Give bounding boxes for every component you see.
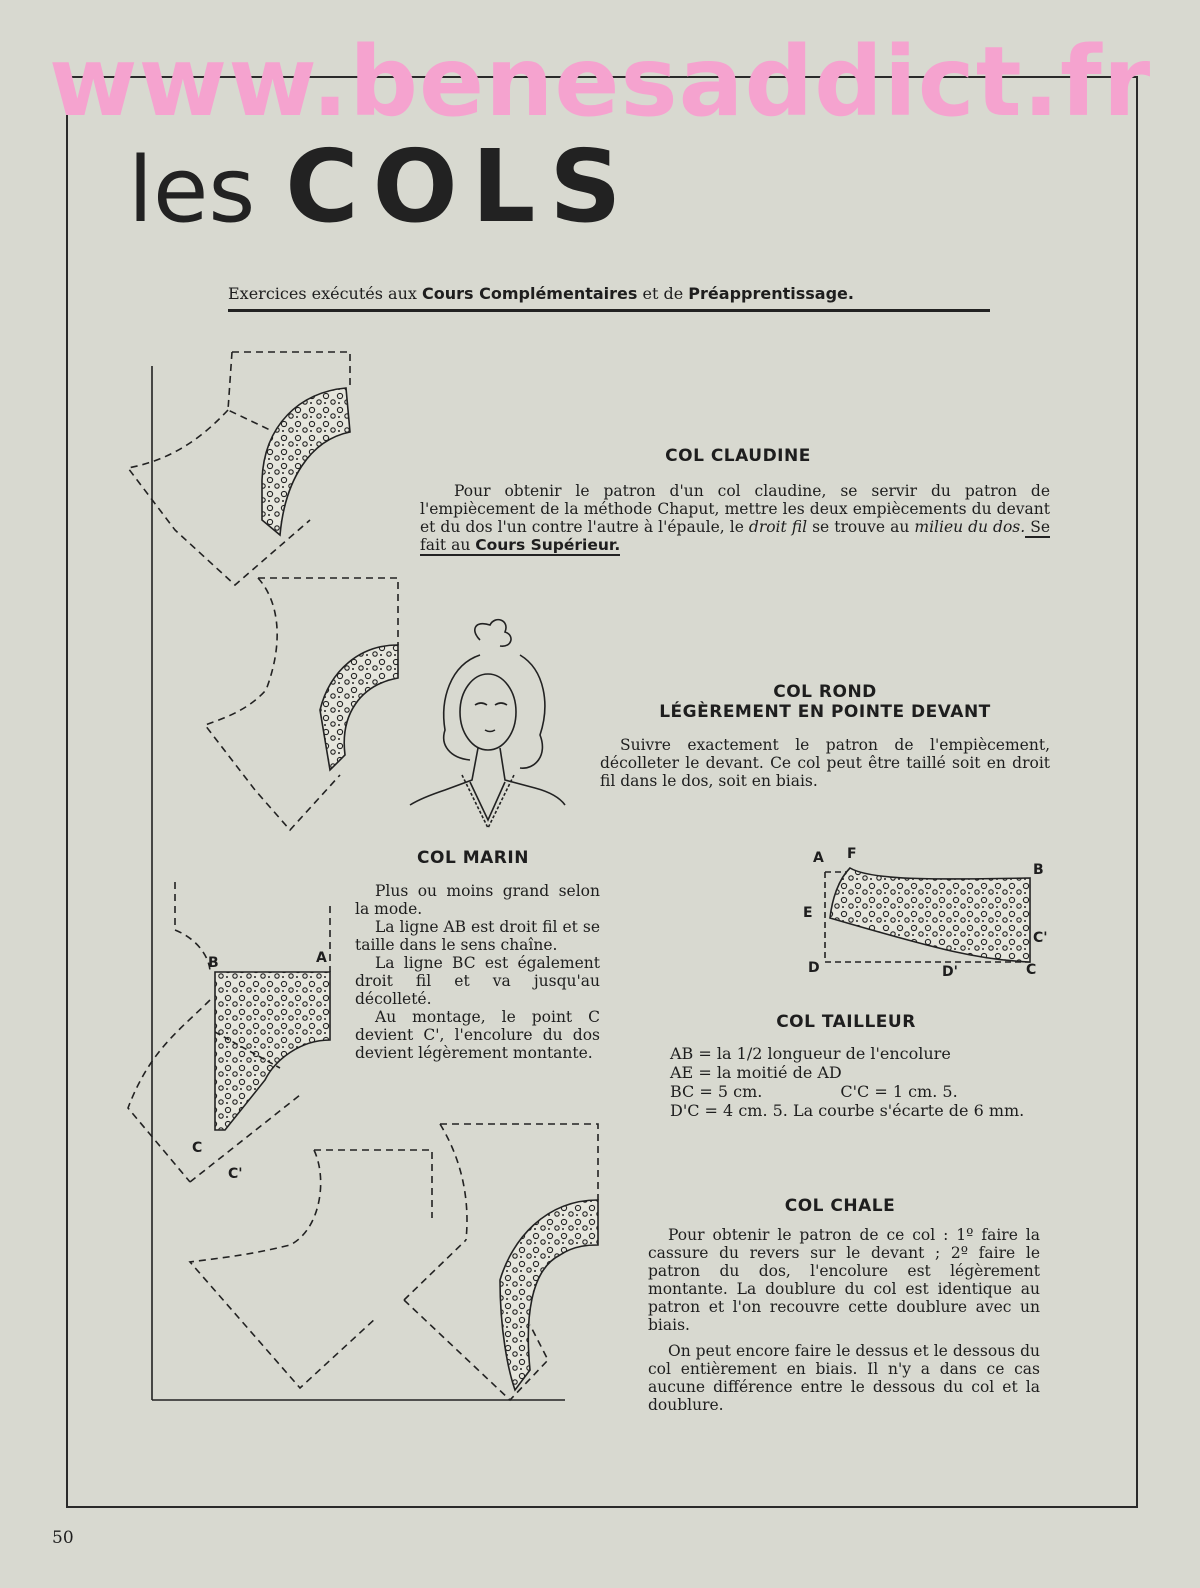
marin-collar	[215, 972, 330, 1130]
claudine-pattern	[128, 352, 350, 585]
subtitle-bold-2: Préapprentissage.	[688, 284, 854, 303]
tailleur-line-3a: BC = 5 cm.	[670, 1082, 763, 1101]
tailleur-heading: COL TAILLEUR	[776, 1012, 916, 1032]
claudine-collar	[262, 388, 350, 535]
tailleur-label-d: D	[808, 960, 820, 976]
chale-text	[648, 1226, 1040, 1414]
tailleur-line-3b: C'C = 1 cm. 5.	[840, 1082, 958, 1101]
girl-illustration	[410, 620, 565, 828]
tailleur-line-1: AB = la 1/2 longueur de l'encolure	[670, 1044, 951, 1063]
chale-p2: On peut encore faire le dessus et le dessous du col entièrement en biais. Il n'y a dans ce cas aucune différence entre le dessous du col et la doublure.	[648, 1342, 1040, 1414]
tailleur-collar	[830, 868, 1030, 962]
rond-collar	[320, 645, 398, 770]
claudine-bold: Cours Supérieur.	[475, 536, 621, 554]
marin-label-a: A	[316, 950, 327, 966]
subtitle-bold-1: Cours Complémentaires	[422, 284, 638, 303]
tailleur-label-d-prime: D'	[942, 964, 958, 980]
rond-text-body: Suivre exactement le patron de l'empiècement, décolleter le devant. Ce col peut être taillé soit en droit fil dans le dos, soit en biais.	[600, 736, 1050, 790]
marin-p4: Au montage, le point C devient C', l'encolure du dos devient légèrement montante.	[355, 1008, 600, 1062]
marin-p2: La ligne AB est droit fil et se taille dans le sens chaîne.	[355, 918, 600, 954]
tailleur-text	[650, 1044, 1045, 1120]
tailleur-label-a: A	[813, 850, 824, 866]
marin-label-c: C	[192, 1140, 203, 1156]
rond-heading-1: COL ROND	[773, 682, 877, 702]
marin-label-b: B	[208, 955, 219, 971]
tailleur-label-b: B	[1033, 862, 1044, 878]
tailleur-label-f: F	[847, 846, 857, 862]
tailleur-line-2: AE = la moitié de AD	[670, 1063, 842, 1082]
claudine-heading: COL CLAUDINE	[665, 446, 811, 466]
claudine-text	[420, 482, 1050, 554]
marin-p3: La ligne BC est également droit fil et va jusqu'au décolleté.	[355, 954, 600, 1008]
watermark: www.benesaddict.fr	[48, 26, 1152, 138]
rond-heading-2: LÉGÈREMENT EN POINTE DEVANT	[659, 702, 991, 722]
chale-p1: Pour obtenir le patron de ce col : 1º faire la cassure du revers sur le devant ; 2º faire le patron du dos, l'encolure est légèrement montante. La doublure du col est identique au patron et l'on recouvre cette doublure avec un biais.	[648, 1226, 1040, 1334]
subtitle-mid: et de	[637, 284, 689, 303]
title-cols: COLS	[285, 128, 636, 245]
marin-heading: COL MARIN	[417, 848, 529, 868]
rond-text	[600, 736, 1050, 790]
claudine-text-2: se trouve au	[807, 518, 915, 536]
claudine-italic-1: droit fil	[748, 518, 808, 536]
claudine-italic-2: milieu du dos.	[914, 518, 1026, 536]
tailleur-label-c: C	[1026, 962, 1037, 978]
tailleur-label-e: E	[803, 905, 813, 921]
chale-heading: COL CHALE	[784, 1196, 896, 1216]
tailleur-line-4: D'C = 4 cm. 5. La courbe s'écarte de 6 mm.	[670, 1101, 1025, 1120]
page-number: 50	[52, 1528, 74, 1548]
claudine-text-1: Pour obtenir le patron d'un col claudine, se servir du patron de l'empiècement de la méthode Chaput, mettre les deux empiècements du devant et du dos l'un contre l'autre à l'épaule, le	[420, 482, 1050, 536]
tailleur-label-c-prime: C'	[1033, 930, 1048, 946]
title-les: les	[128, 138, 256, 243]
rond-pattern	[205, 578, 398, 830]
marin-label-c-prime: C'	[228, 1166, 243, 1182]
subtitle-lead: Exercices exécutés aux	[228, 284, 422, 303]
marin-p1: Plus ou moins grand selon la mode.	[355, 882, 600, 918]
marin-text	[355, 882, 600, 1062]
chale-collar	[500, 1200, 598, 1390]
claudine-text-3: Se fait au	[420, 518, 1050, 554]
